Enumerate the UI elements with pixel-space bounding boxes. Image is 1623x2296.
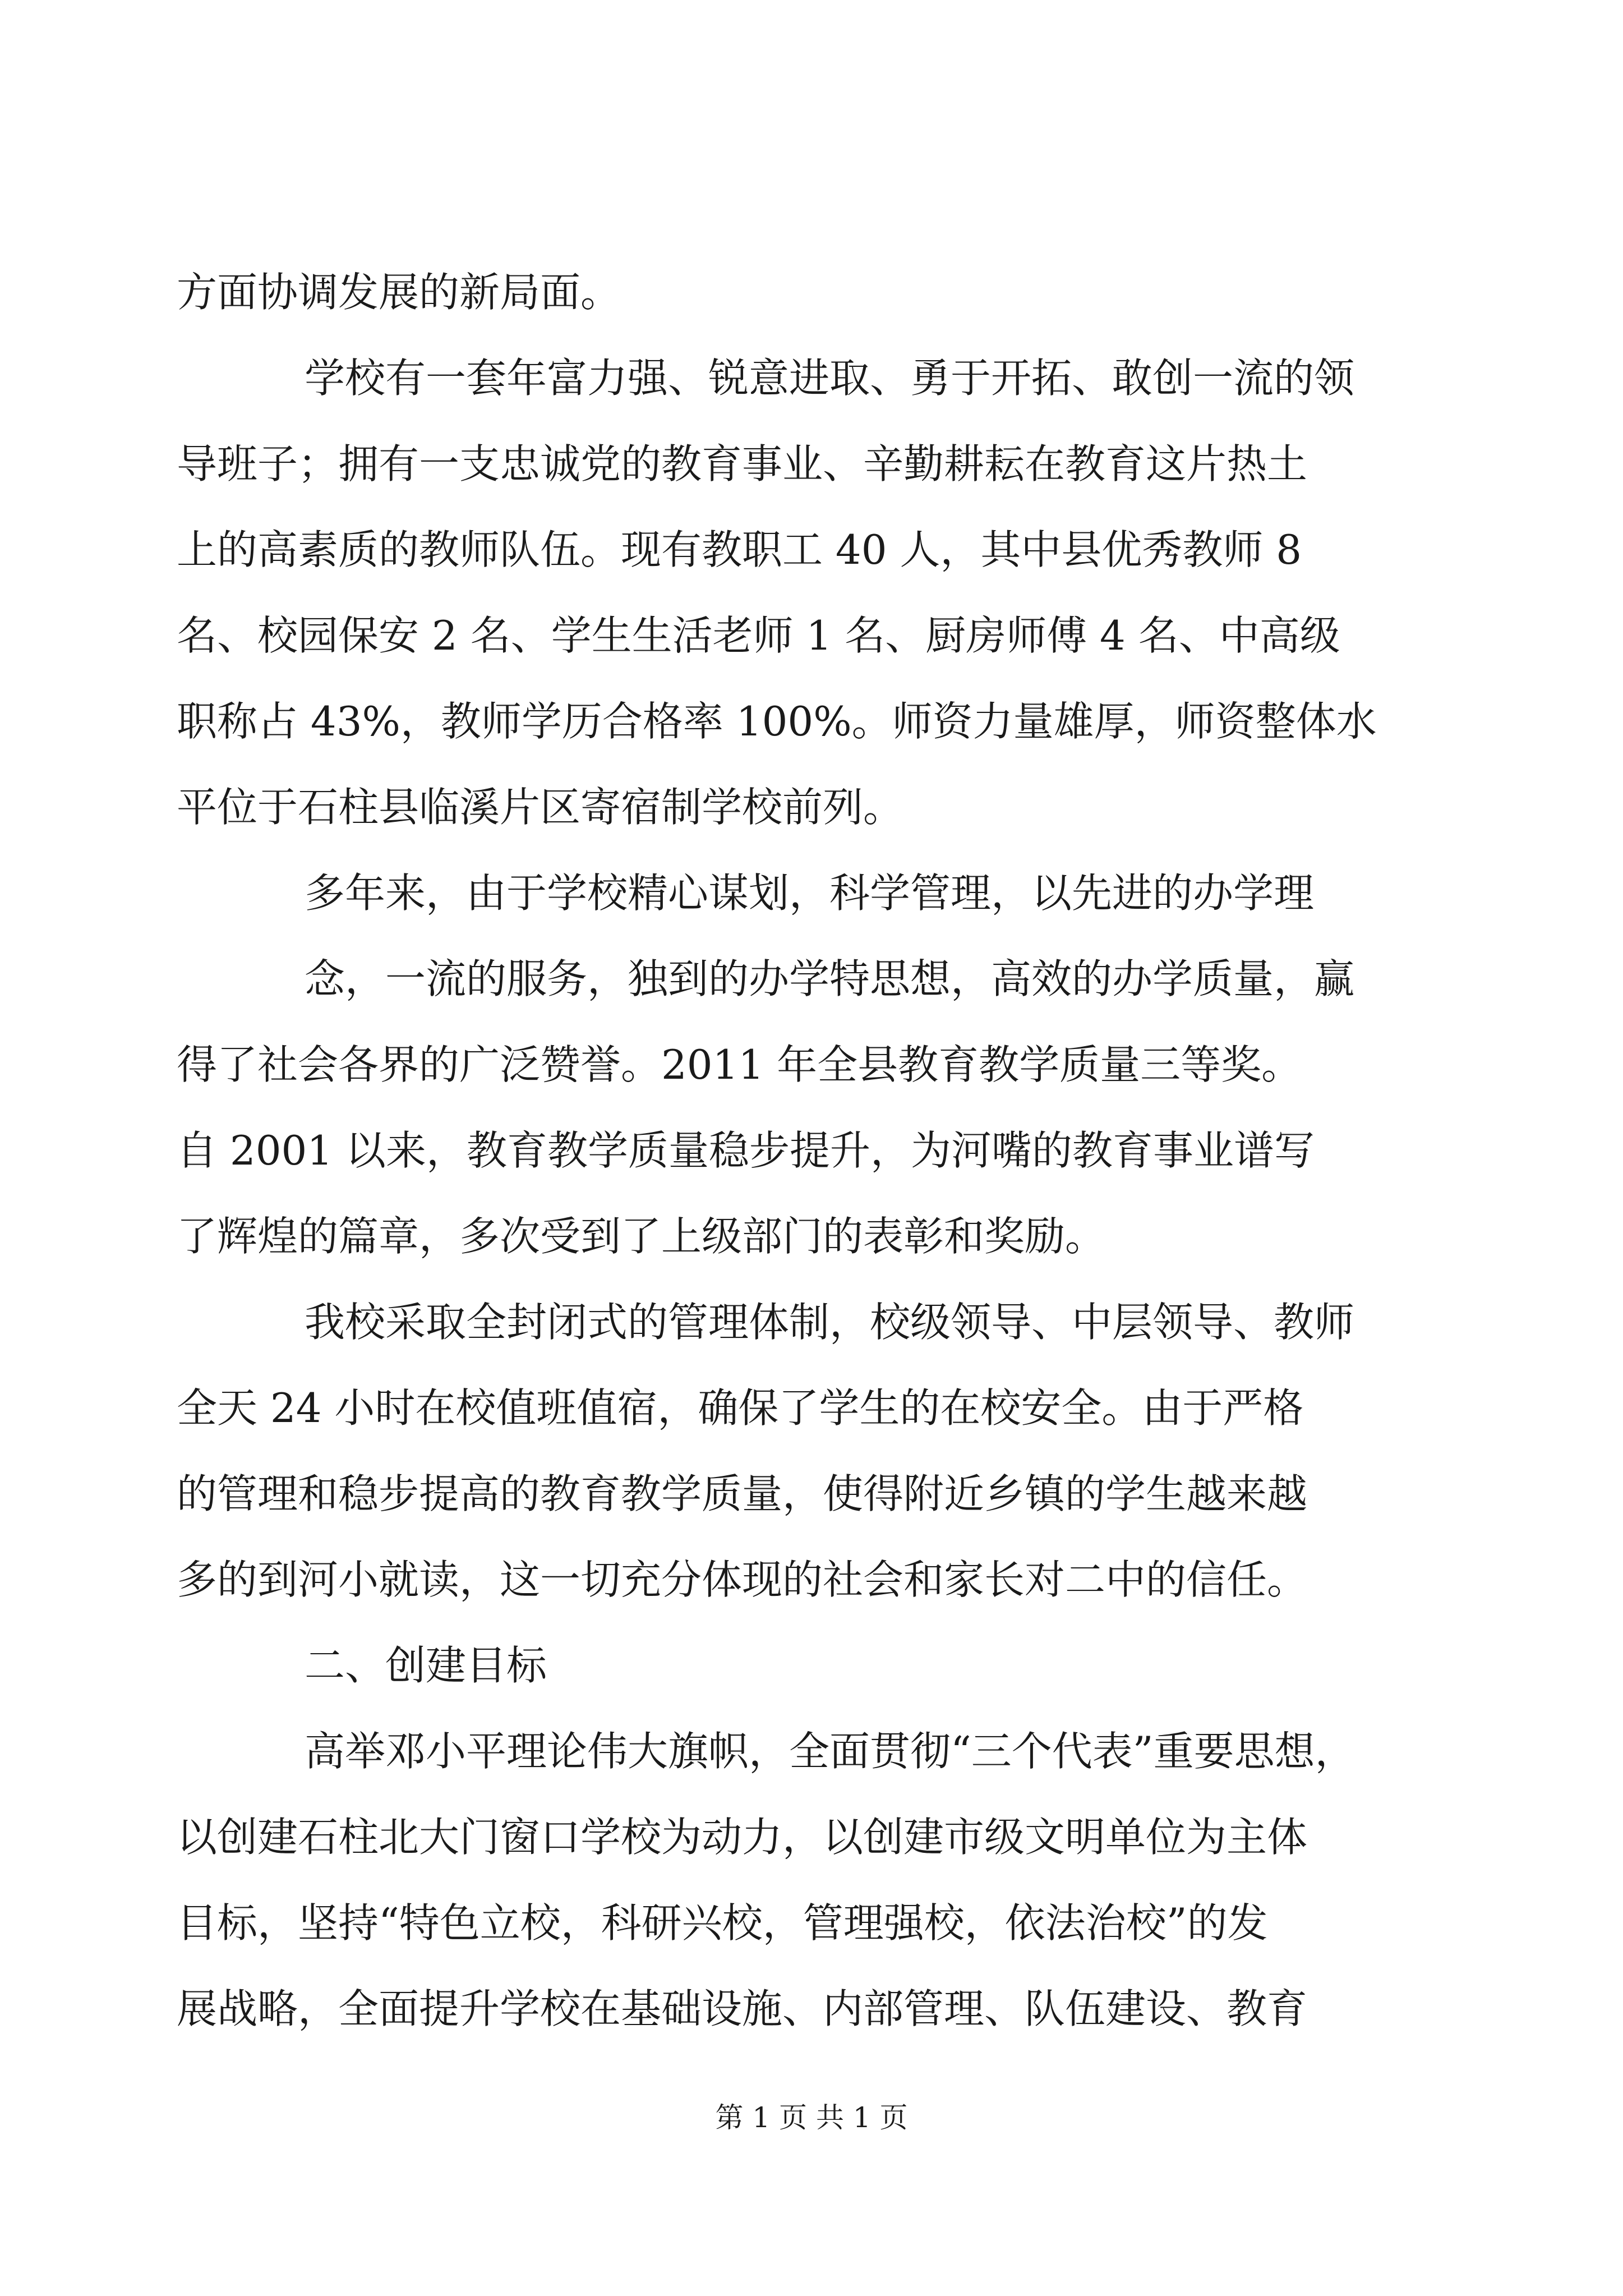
text-line-11: 自 2001 以来，教育教学质量稳步提升，为河嘴的教育事业谱写	[177, 1127, 1315, 1174]
text-line-16: 多的到河小就读，这一切充分体现的社会和家长对二中的信任。	[177, 1556, 1308, 1603]
text-line-7: 平位于石柱县临溪片区寄宿制学校前列。	[177, 784, 904, 831]
text-line-4: 上的高素质的教师队伍。现有教职工 40 人，其中县优秀教师 8	[177, 526, 1302, 573]
text-line-5: 名、校园保安 2 名、学生生活老师 1 名、厨房师傅 4 名、中高级	[177, 612, 1340, 659]
text-line-21: 展战略，全面提升学校在基础设施、内部管理、队伍建设、教育	[177, 1985, 1308, 2032]
text-line-8: 多年来，由于学校精心谋划，科学管理，以先进的办学理	[305, 869, 1315, 917]
document-body	[177, 250, 1450, 2052]
section-heading: 二、创建目标	[305, 1642, 547, 1689]
text-line-3: 导班子；拥有一支忠诚党的教育事业、辛勤耕耘在教育这片热土	[177, 440, 1308, 487]
text-line-6: 职称占 43%，教师学历合格率 100%。师资力量雄厚，师资整体水	[177, 698, 1377, 745]
text-line-9: 念，一流的服务，独到的办学特思想，高效的办学质量，赢	[305, 955, 1355, 1002]
page-footer: 第 1 页 共 1 页	[715, 2101, 908, 2134]
text-line-12: 了辉煌的篇章，多次受到了上级部门的表彰和奖励。	[177, 1213, 1106, 1260]
text-line-20: 目标，坚持“特色立校，科研兴校，管理强校，依法治校”的发	[177, 1899, 1268, 1947]
text-line-13: 我校采取全封闭式的管理体制，校级领导、中层领导、教师	[305, 1299, 1355, 1346]
text-line-2: 学校有一套年富力强、锐意进取、勇于开拓、敢创一流的领	[305, 355, 1355, 402]
text-line-19: 以创建石柱北大门窗口学校为动力，以创建市级文明单位为主体	[177, 1814, 1308, 1861]
text-line-15: 的管理和稳步提高的教育教学质量，使得附近乡镇的学生越来越	[177, 1470, 1308, 1517]
text-line-14: 全天 24 小时在校值班值宿，确保了学生的在校安全。由于严格	[177, 1384, 1304, 1432]
text-line-10: 得了社会各界的广泛赞誉。2011 年全县教育教学质量三等奖。	[177, 1041, 1302, 1088]
text-line-18: 高举邓小平理论伟大旗帜，全面贯彻“三个代表”重要思想，	[305, 1728, 1355, 1775]
text-line-1: 方面协调发展的新局面。	[177, 269, 621, 316]
